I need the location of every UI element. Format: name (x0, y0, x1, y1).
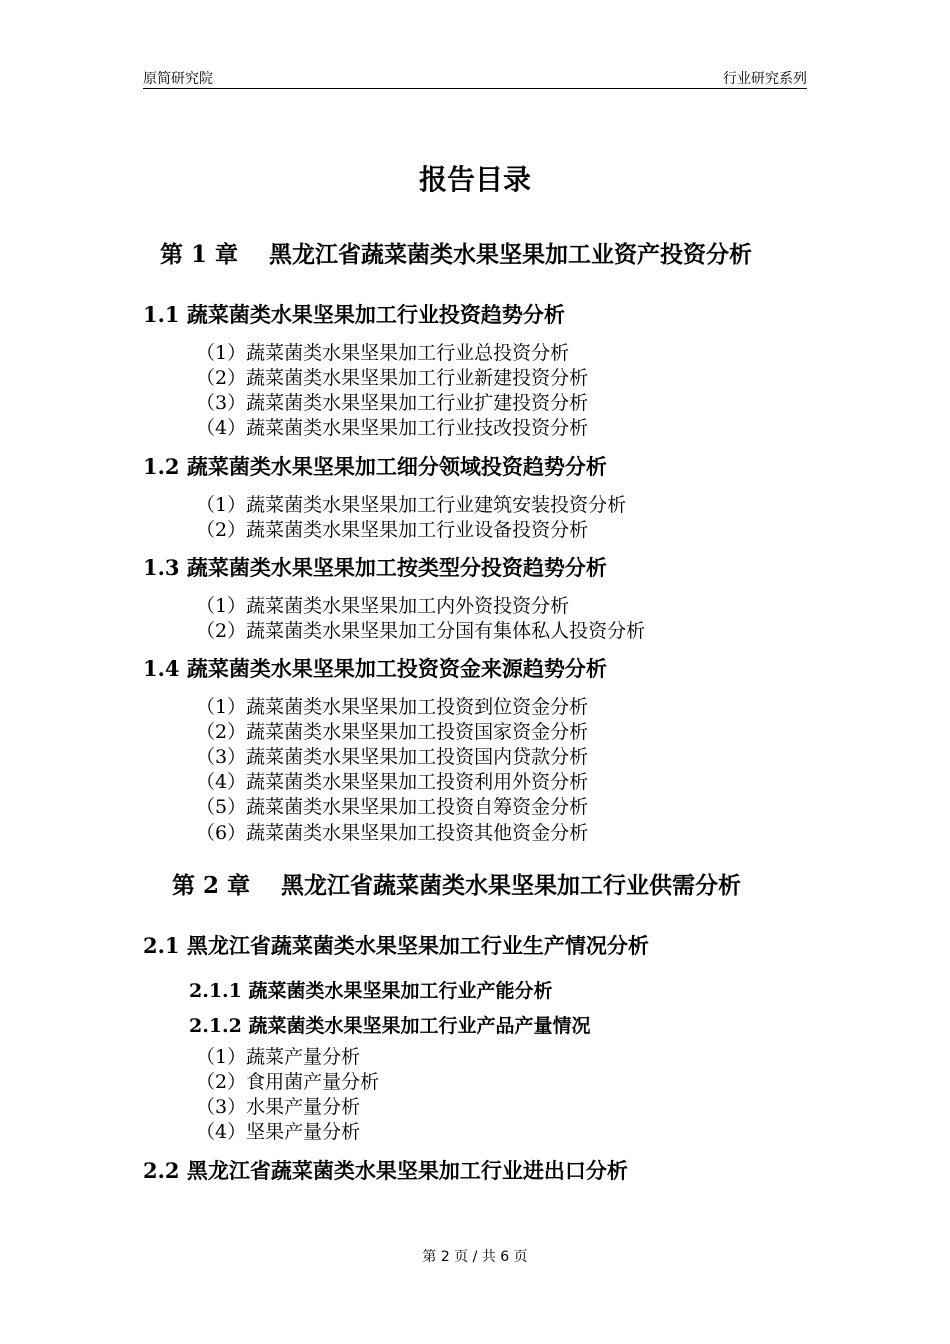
toc-item: （1）蔬菜菌类水果坚果加工内外资投资分析 (196, 595, 570, 617)
toc-item: （3）水果产量分析 (196, 1096, 361, 1118)
section-1-2-heading: 1.2 蔬菜菌类水果坚果加工细分领域投资趋势分析 (143, 454, 607, 479)
toc-item: （5）蔬菜菌类水果坚果加工投资自筹资金分析 (196, 796, 589, 818)
section-1-1-heading: 1.1 蔬菜菌类水果坚果加工行业投资趋势分析 (143, 302, 565, 327)
subsection-2-1-2-heading: 2.1.2 蔬菜菌类水果坚果加工行业产品产量情况 (189, 1015, 591, 1037)
header-right: 行业研究系列 (723, 71, 807, 87)
toc-item: （2）蔬菜菌类水果坚果加工分国有集体私人投资分析 (196, 620, 646, 642)
page-title: 报告目录 (418, 163, 531, 196)
section-1-3-heading: 1.3 蔬菜菌类水果坚果加工按类型分投资趋势分析 (143, 555, 607, 580)
section-2-1-heading: 2.1 黑龙江省蔬菜菌类水果坚果加工行业生产情况分析 (143, 933, 649, 958)
toc-item: （1）蔬菜菌类水果坚果加工投资到位资金分析 (196, 696, 589, 718)
subsection-2-1-1-heading: 2.1.1 蔬菜菌类水果坚果加工行业产能分析 (189, 980, 553, 1002)
toc-item: （4）坚果产量分析 (196, 1121, 361, 1143)
section-1-4-heading: 1.4 蔬菜菌类水果坚果加工投资资金来源趋势分析 (143, 656, 607, 681)
toc-item: （4）蔬菜菌类水果坚果加工行业技改投资分析 (196, 417, 589, 439)
toc-item: （6）蔬菜菌类水果坚果加工投资其他资金分析 (196, 822, 589, 844)
toc-item: （1）蔬菜产量分析 (196, 1046, 361, 1068)
toc-item: （3）蔬菜菌类水果坚果加工行业扩建投资分析 (196, 392, 589, 414)
header-left: 原简研究院 (143, 71, 213, 87)
toc-item: （2）蔬菜菌类水果坚果加工投资国家资金分析 (196, 721, 589, 743)
toc-item: （1）蔬菜菌类水果坚果加工行业建筑安装投资分析 (196, 494, 627, 516)
toc-item: （3）蔬菜菌类水果坚果加工投资国内贷款分析 (196, 746, 589, 768)
toc-item: （2）蔬菜菌类水果坚果加工行业新建投资分析 (196, 367, 589, 389)
page-footer: 第 2 页 / 共 6 页 (422, 1249, 528, 1265)
chapter-2-heading: 第 2 章 黑龙江省蔬菜菌类水果坚果加工行业供需分析 (172, 872, 742, 899)
toc-item: （2）蔬菜菌类水果坚果加工行业设备投资分析 (196, 519, 589, 541)
toc-item: （2）食用菌产量分析 (196, 1071, 380, 1093)
chapter-1-heading: 第 1 章 黑龙江省蔬菜菌类水果坚果加工业资产投资分析 (160, 241, 753, 268)
section-2-2-heading: 2.2 黑龙江省蔬菜菌类水果坚果加工行业进出口分析 (143, 1158, 628, 1183)
header-rule (143, 88, 807, 89)
toc-item: （4）蔬菜菌类水果坚果加工投资利用外资分析 (196, 771, 589, 793)
toc-item: （1）蔬菜菌类水果坚果加工行业总投资分析 (196, 342, 570, 364)
